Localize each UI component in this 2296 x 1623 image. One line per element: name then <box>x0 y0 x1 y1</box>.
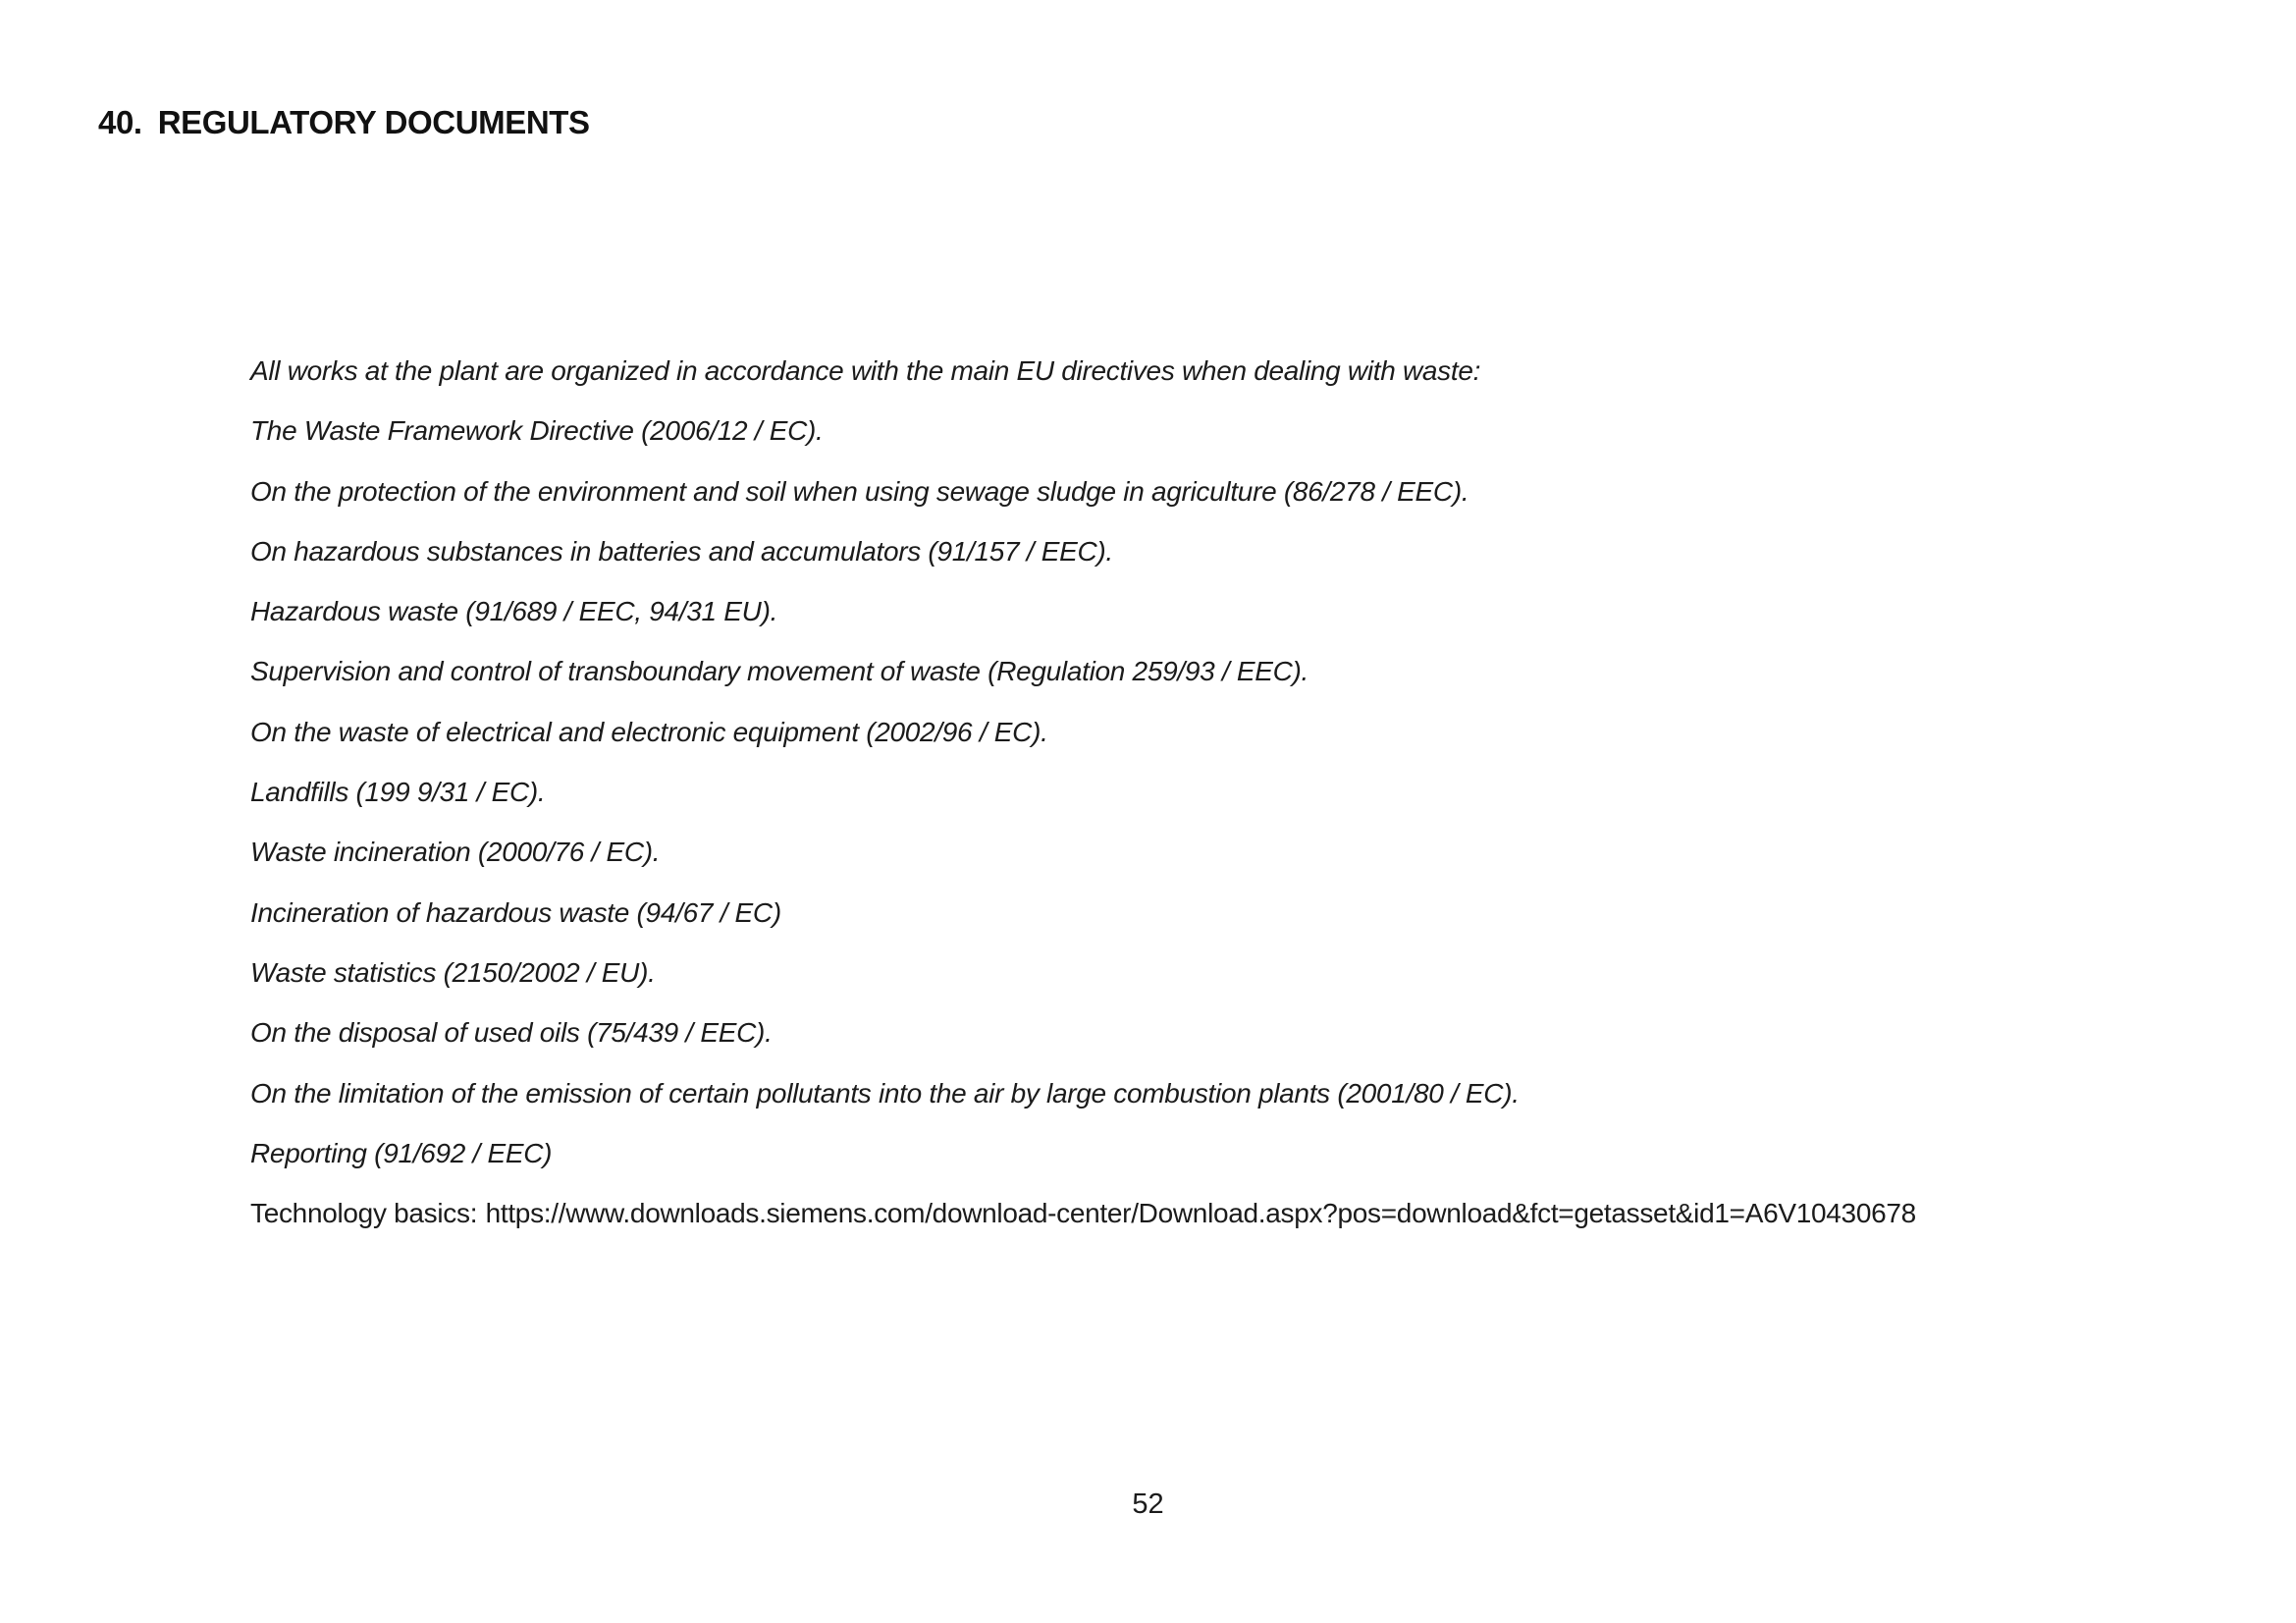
body-line: The Waste Framework Directive (2006/12 / EC). <box>250 415 824 447</box>
section-number: 40. <box>98 104 142 140</box>
body-line: On the waste of electrical and electronic equipment (2002/96 / EC). <box>250 716 1048 747</box>
body-line: All works at the plant are organized in accordance with the main EU directives when dealing with waste: <box>250 355 1481 386</box>
body-line: Waste incineration (2000/76 / EC). <box>250 837 661 868</box>
body-line: Supervision and control of transboundary movement of waste (Regulation 259/93 / EEC). <box>250 656 1308 687</box>
body-line: On the disposal of used oils (75/439 / EEC). <box>250 1017 773 1049</box>
body-line: Incineration of hazardous waste (94/67 / EC) <box>250 896 781 928</box>
body-line-technology <box>250 1183 2233 1243</box>
body-line: Waste statistics (2150/2002 / EU). <box>250 956 656 988</box>
page-footer <box>0 1488 2296 1521</box>
body-line: On hazardous substances in batteries and accumulators (91/157 / EEC). <box>250 535 1113 567</box>
body-line: Hazardous waste (91/689 / EEC, 94/31 EU). <box>250 596 778 627</box>
body-text <box>250 341 2233 1243</box>
download-link[interactable]: https://www.downloads.siemens.com/download-center/Download.aspx?pos=download&fct=getasset&id1=A6V10430678 <box>485 1198 1916 1229</box>
page-number: 52 <box>1132 1488 1164 1520</box>
body-line: On the protection of the environment and soil when using sewage sludge in agriculture (86/278 / EEC). <box>250 475 1469 507</box>
section-title: REGULATORY DOCUMENTS <box>157 104 590 140</box>
body-line: Landfills (199 9/31 / EC). <box>250 777 546 808</box>
body-line: On the limitation of the emission of certain pollutants into the air by large combustion plants (2001/80 / EC). <box>250 1077 1520 1109</box>
technology-basics-label: Technology basics: <box>250 1198 478 1229</box>
body-line: Reporting (91/692 / EEC) <box>250 1137 553 1168</box>
section-heading <box>98 104 590 141</box>
